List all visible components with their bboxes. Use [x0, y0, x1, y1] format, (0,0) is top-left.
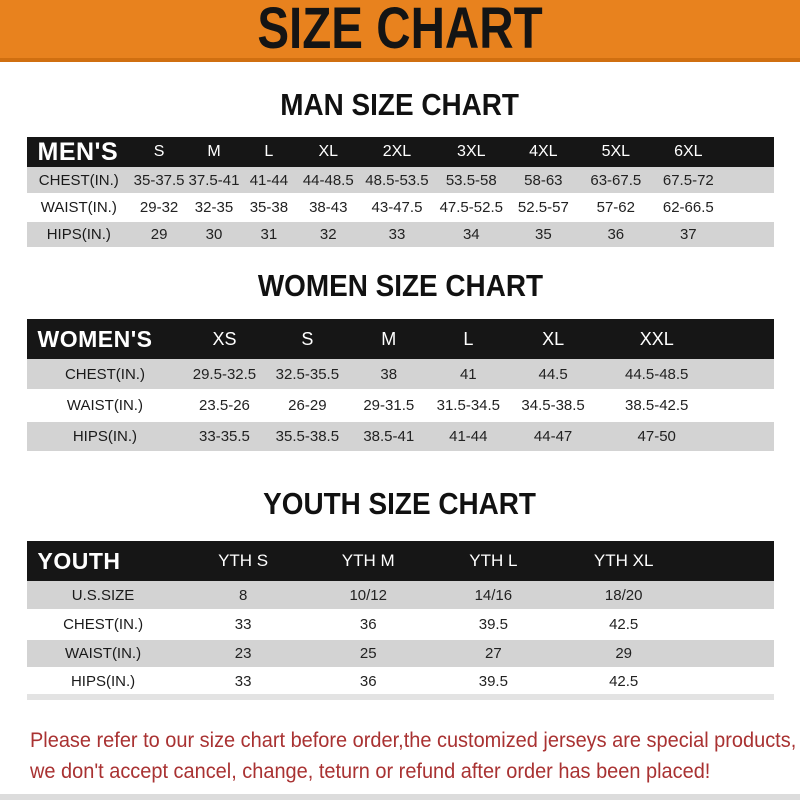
size-value: 33: [180, 668, 307, 697]
size-value: 39.5: [430, 610, 557, 639]
size-column-header: YTH XL: [593, 551, 654, 570]
size-value: 41-44: [241, 167, 297, 194]
size-column-header: M: [207, 143, 221, 160]
table-row: [27, 167, 774, 194]
size-value: 29-32: [131, 194, 187, 221]
size-value: 35.5-38.5: [266, 421, 350, 452]
size-column-header: YTH L: [469, 551, 518, 570]
row-label: WAIST(IN.): [27, 639, 180, 668]
size-value: 57-62: [578, 194, 653, 221]
size-value: 47-50: [598, 421, 774, 452]
table-row: [27, 639, 774, 668]
size-column-header: 5XL: [601, 143, 631, 160]
row-label: HIPS(IN.): [27, 421, 184, 452]
row-label: CHEST(IN.): [27, 359, 184, 390]
table-row: [27, 421, 774, 452]
row-label: WAIST(IN.): [27, 194, 132, 221]
table-row: [27, 194, 774, 221]
table-row: [27, 668, 774, 697]
size-value: 33: [180, 610, 307, 639]
size-value: 42.5: [557, 668, 774, 697]
size-value: 44-48.5: [297, 167, 360, 194]
size-value: 18/20: [557, 581, 774, 610]
banner: [0, 0, 800, 62]
women-size-section: [0, 268, 800, 453]
size-value: 47.5-52.5: [434, 194, 508, 221]
bottom-strip: [0, 794, 800, 800]
notice-line-1: Please refer to our size chart before order,the customized jerseys are special products,: [30, 729, 797, 752]
women-size-table: [27, 319, 774, 453]
size-value: 36: [307, 610, 430, 639]
size-value: 48.5-53.5: [360, 167, 435, 194]
size-value: 63-67.5: [578, 167, 653, 194]
size-value: 25: [307, 639, 430, 668]
size-value: 52.5-57: [508, 194, 578, 221]
size-value: 31: [241, 221, 297, 248]
size-value: 35: [508, 221, 578, 248]
size-value: 42.5: [557, 610, 774, 639]
size-column-header: L: [264, 143, 274, 160]
size-column-header: XL: [318, 143, 339, 160]
size-value: 44.5-48.5: [598, 359, 774, 390]
size-value: 34.5-38.5: [508, 390, 598, 421]
size-value: 30: [187, 221, 241, 248]
size-column-header: 2XL: [382, 143, 412, 160]
size-column-header: XL: [542, 328, 565, 349]
size-value: 53.5-58: [434, 167, 508, 194]
size-value: 35-38: [241, 194, 297, 221]
size-value: 26-29: [266, 390, 350, 421]
table-row: [27, 390, 774, 421]
size-value: 8: [180, 581, 307, 610]
man-section-title: MAN SIZE CHART: [280, 87, 520, 122]
youth-section-title: YOUTH SIZE CHART: [263, 486, 537, 521]
size-column-header: YTH S: [218, 551, 269, 570]
size-value: 32.5-35.5: [266, 359, 350, 390]
table-group-label: MEN'S: [37, 137, 119, 166]
size-column-header: 6XL: [674, 143, 703, 160]
size-column-header: XS: [212, 328, 237, 349]
size-value: 44.5: [508, 359, 598, 390]
size-value: 32-35: [187, 194, 241, 221]
size-column-header: S: [153, 143, 165, 160]
table-row: [27, 221, 774, 248]
size-value: 38.5-41: [349, 421, 428, 452]
size-value: 32: [297, 221, 360, 248]
size-value: 38-43: [297, 194, 360, 221]
size-value: 31.5-34.5: [428, 390, 508, 421]
notice-line-2: we don't accept cancel, change, teturn or refund after order has been placed!: [30, 760, 711, 783]
size-value: 38: [349, 359, 428, 390]
table-row: [27, 359, 774, 390]
size-value: 33: [360, 221, 435, 248]
size-column-header: 3XL: [457, 143, 486, 160]
size-value: 39.5: [430, 668, 557, 697]
men-size-table: [27, 137, 774, 249]
page-title: SIZE CHART: [257, 0, 543, 61]
table-row: [27, 610, 774, 639]
order-notice: [0, 725, 800, 787]
size-value: 27: [430, 639, 557, 668]
size-value: 37.5-41: [187, 167, 241, 194]
table-group-label: WOMEN'S: [37, 325, 153, 352]
size-value: 23.5-26: [183, 390, 265, 421]
size-column-header: XXL: [639, 328, 674, 349]
row-label: CHEST(IN.): [27, 167, 132, 194]
size-value: 29-31.5: [349, 390, 428, 421]
size-value: 41-44: [428, 421, 508, 452]
youth-size-section: [0, 486, 800, 700]
table-header-row: [27, 319, 774, 359]
size-value: 29.5-32.5: [183, 359, 265, 390]
size-column-header: YTH M: [341, 551, 395, 570]
youth-size-table: [27, 541, 774, 700]
row-label: WAIST(IN.): [27, 390, 184, 421]
man-size-section: [0, 87, 800, 249]
size-value: 14/16: [430, 581, 557, 610]
size-value: 33-35.5: [183, 421, 265, 452]
table-header-row: [27, 137, 774, 167]
size-column-header: L: [463, 328, 474, 349]
size-value: 34: [434, 221, 508, 248]
row-label: U.S.SIZE: [27, 581, 180, 610]
size-column-header: 4XL: [529, 143, 558, 160]
size-value: 10/12: [307, 581, 430, 610]
size-value: 67.5-72: [653, 167, 773, 194]
row-label: HIPS(IN.): [27, 668, 180, 697]
women-section-title: WOMEN SIZE CHART: [257, 268, 543, 303]
table-row: [27, 581, 774, 610]
size-value: 37: [653, 221, 773, 248]
table-header-row: [27, 541, 774, 581]
size-value: 43-47.5: [360, 194, 435, 221]
size-value: 29: [557, 639, 774, 668]
size-value: 38.5-42.5: [598, 390, 774, 421]
row-label: HIPS(IN.): [27, 221, 132, 248]
size-value: 62-66.5: [653, 194, 773, 221]
size-value: 36: [307, 668, 430, 697]
size-value: 23: [180, 639, 307, 668]
size-value: 58-63: [508, 167, 578, 194]
size-column-header: M: [381, 328, 397, 349]
size-column-header: S: [301, 328, 314, 349]
size-value: 41: [428, 359, 508, 390]
size-value: 36: [578, 221, 653, 248]
size-value: 29: [131, 221, 187, 248]
row-label: CHEST(IN.): [27, 610, 180, 639]
size-value: 44-47: [508, 421, 598, 452]
table-group-label: YOUTH: [37, 547, 121, 574]
size-value: 35-37.5: [131, 167, 187, 194]
